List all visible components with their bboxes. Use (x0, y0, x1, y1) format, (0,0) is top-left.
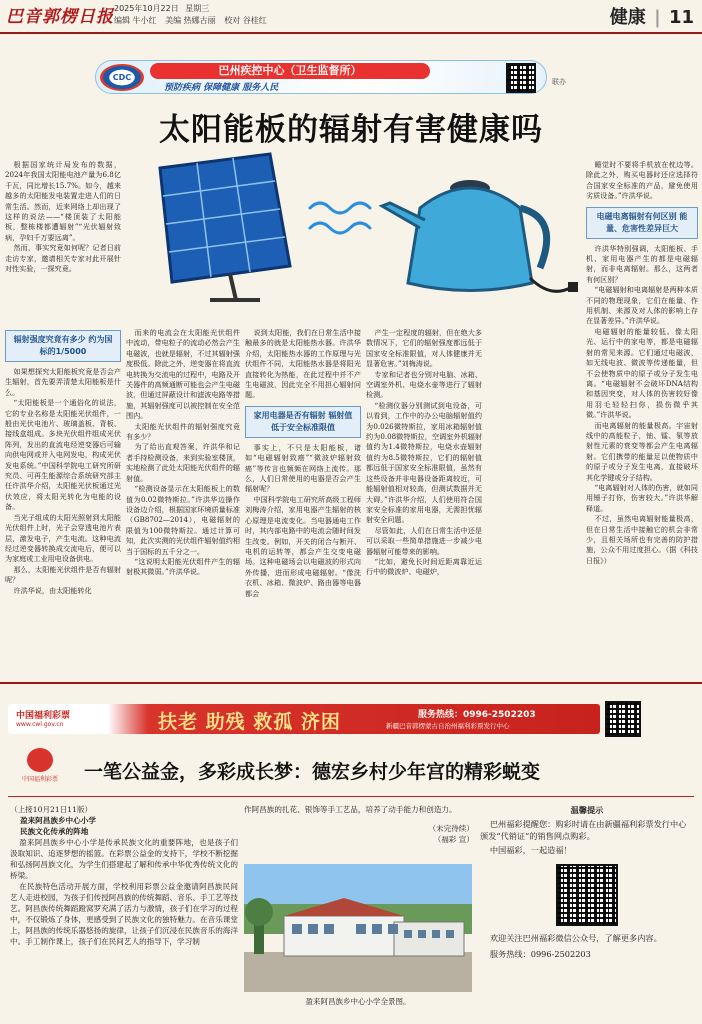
paragraph: 太阳能光伏组件的辐射强度究竟有多少？ (126, 421, 240, 442)
lottery-banner (8, 704, 600, 734)
lottery-address: 新疆巴音郭楞蒙古自治州福利彩票发行中心 (386, 722, 510, 730)
welfare-logo-icon (27, 748, 53, 772)
lottery-slogan: 扶老 助残 救孤 济困 (158, 711, 341, 733)
paragraph: 产生一定程度的辐射，但在绝大多数情况下，它们的辐射强度都远低于国家安全标准限值，对人体健康并无显著危害。”刘梅涛说。 (366, 328, 482, 369)
article2-author: （福彩 宣） (433, 835, 474, 844)
paragraph: “比如，避免长时间近距离靠近运行中的微波炉、电磁炉， (366, 556, 482, 577)
paragraph: 睡觉时不要将手机放在枕边等。除此之外，购买电器时还应选择符合国家安全标准的产品，避免使用劣质设备。”许洪华说。 (586, 160, 698, 201)
headline-lottery-article: 一笔公益金，多彩成长梦：德宏乡村少年宫的精彩蜕变 (84, 761, 541, 783)
paragraph: 然而，事实究竟如何呢？记者日前走访专家，邀请相关专家对此开展针对性实验，一探究竟。 (5, 243, 121, 274)
welfare-logo-block (10, 748, 70, 790)
welfare-logo-caption: 中国福利彩票 (21, 776, 58, 783)
tips-slogan: 中国福彩，一起造福！ (489, 845, 572, 855)
issue-weekday: 星期三 (185, 4, 210, 13)
radiation-wave-icon (310, 203, 370, 233)
subhead-school: 盈来阿昌族乡中心小学 (20, 816, 96, 825)
section-name: 健康 (609, 7, 646, 28)
service-hotline: 服务热线：0996-2502203 (489, 949, 591, 959)
article1-col5 (586, 160, 698, 675)
paragraph: “检测仪器分别测试到电设备，可以看到，工作中的办公电脑辐射值约为0.026微特斯拉，家用冰箱辐射值约为0.08微特斯拉，空调室外机辐射值约为1.4微特斯拉，电烧水壶辐射值约为8.5微特斯拉，它们的辐射值都远低于国家安全标准限值，虽然有这些设备并非电器设备距离较近，可能辐射值相对较高，但测试数据并无大碍。”许洪华介绍，人们使用符合国家安全标准的家用电器，无需担忧辐射安全问题。 (366, 400, 482, 525)
issue-date: 2025年10月22日 (114, 4, 179, 13)
qr-description: 欢迎关注巴州福彩微信公众号，了解更多内容。 (489, 933, 662, 943)
paragraph: 为了给出直观答案，许洪华和记者手持检测设备，来到实验室楼顶，实地检测了此处太阳能光伏组件的辐射值。 (126, 442, 240, 483)
article1-col1-top (5, 160, 121, 324)
article2-col2 (244, 804, 474, 864)
paper-name-logo: 巴音郭楞日报 (6, 7, 114, 27)
article2-col1 (10, 804, 238, 1019)
paragraph: 许洪华特别强调，太阳能板、手机、家用电器产生的都是电磁辐射，而非电离辐射。那么，这两者有何区别？ (586, 243, 698, 284)
article1-col3 (245, 328, 361, 675)
cdc-title-box: 巴州疾控中心（卫生监督所） (150, 63, 430, 79)
proof-credit: 校对 谷桂红 (224, 16, 267, 25)
paragraph: 事实上，不只是太阳能板，诸如“电磁辐射致癌”“微波炉辐射致癌”等传言也频频在网络上流传。那么，人们日常使用的电器是否会产生辐射呢？ (245, 442, 361, 494)
subheading-household-appliances: 家用电器是否有辐射 辐射值低于安全标准限值 (245, 406, 361, 438)
paragraph: 作阿昌族的扎花、银饰等手工艺品，培养了动手能力和创造力。 (244, 805, 457, 814)
paragraph: 如果想探究太阳能板究竟是否会产生辐射，首先要弄清楚太阳能板是什么。 (5, 367, 121, 397)
continued-note: （上接10月21日11版） (10, 805, 93, 814)
cdc-logo: CDC (100, 64, 144, 91)
paragraph: “太阳能板是一个通俗化的说法，它的专业名称是太阳能光伏组件，一般由光伏电池片、玻璃盖板、背板、接线盒组成。多块光伏组件组成光伏阵列，发出的直流电经逆变器后可输向供电网或并入电网发电，构成光伏发电系统。”中国科学院电工研究所研究员、可再生能源综合系统研究部主任许洪华介绍，太阳能光伏板通过光伏效应，将太阳光转化为电能的设备。 (5, 398, 121, 512)
cdc-qr-code (506, 63, 536, 93)
paragraph: 许洪华说，由太阳能转化 (13, 585, 92, 595)
subheading-ionizing-difference: 电磁电离辐射有何区别 能量、危害性差异巨大 (586, 207, 698, 239)
electric-kettle-icon (382, 180, 578, 292)
paragraph: 在民族特色活动开展方面，学校利用彩票公益金邀请阿昌族民间艺人走进校园，为孩子们传授阿昌族的传统舞蹈、音乐、手工艺等技艺。阿昌族传统舞蹈蹬窝罗充满了活力与激情，孩子们在学习的过程中，不仅锻炼了身体，更感受到了民族文化的独特魅力。在音乐课堂上，阿昌族的传统乐器悠扬的旋律，让孩子们沉浸在民族音乐的海洋中。手工制作课上，孩子们在民间艺人的指导下，学习制 (10, 882, 238, 946)
cdc-slogan: 预防疾病 保障健康 服务人民 (164, 83, 279, 93)
designer-credit: 美编 热娜古丽 (165, 16, 216, 25)
paragraph: 中国科学院电工研究所高级工程师刘梅涛介绍，家用电器产生辐射的核心原理是电流变化。当电器通电工作时，其内部电路中的电流会随时间发生改变。例如，开关的闭合与断开、电机的运转等，都会产生交变电磁场。这种电磁场会以电磁波的形式向外传播，进而形成电磁辐射。“像洗衣机、冰箱、微波炉、路由器等电器都会 (245, 494, 361, 598)
masthead: 巴音郭楞日报 2025年10月22日 星期三 编辑 牛小红 美编 热娜古丽 校对 谷桂红 健康 | 11 (0, 0, 702, 34)
headline-solar-radiation: 太阳能板的辐射有害健康吗 (159, 112, 543, 148)
article2-divider (8, 796, 694, 797)
paragraph: 不过，虽然电离辐射能量极高，但在日常生活中接触它的机会非常少，且相关场所也有完善的防护措施，公众不用过度担心。（据《科技日报》） (586, 514, 698, 565)
photo-caption: 盈来阿昌族乡中心小学全景图。 (305, 997, 411, 1006)
paragraph: “电磁辐射和电离辐射是两种本质不同的物理现象，它们在能量、作用机制、来源及对人体的影响上存在显著差异。”许洪华说。 (586, 285, 698, 326)
paragraph: 根据国家统计局发布的数据，2024年我国太阳能电池产量为6.8亿千瓦，同比增长15.7%。如今，越来越多的太阳能发电装置走进人们的日常生活。然而，近来网络上却出现了这样的说法——“楼顶装了太阳能板，整栋楼都遭辐射”“光伏辐射致病，孕妇千万要远离”。 (5, 160, 121, 242)
article1-col1-bottom (5, 325, 121, 675)
tips-title: 温馨提示 (570, 805, 604, 815)
paragraph: 尽管如此，人们在日常生活中还是可以采取一些简单措施进一步减少电器辐射可能带来的影响。 (366, 525, 482, 556)
wechat-qr-code[interactable] (556, 864, 618, 926)
tips-text: 巴州福彩提醒您：购彩时请在由新疆福利彩票发行中心颁发“代销证”的销售网点购彩。 (480, 819, 687, 841)
lottery-hotline: 服务热线：0996-2502203 (418, 710, 536, 720)
paragraph: 电磁辐射的能量较低。像太阳光、运行中的家电等，都是电磁辐射的常见来源。它们通过电磁波，如无线电波、微波等传递能量，但不会使物质中的原子或分子发生电离。“电磁辐射不会破坏DNA结构和基因突变，对人体的伤害较好像用羽毛轻轻扫你，损伤微乎其微。”许洪华说。 (586, 326, 698, 420)
cdc-qr-caption: 联办 (552, 78, 566, 86)
tips-box (480, 804, 694, 1019)
paragraph: “电离辐射对人体的伤害，就如同用锤子打你，伤害较大。”许洪华解释道。 (586, 482, 698, 513)
paragraph: 而电离辐射的能量极高。宇宙射线中的高能粒子，铀、镭、氡等放射性元素的衰变等都会产生电离辐射。它们携带的能量足以使物质中的原子或分子发生电离，直接破坏其化学键或分子结构。 (586, 420, 698, 482)
cdc-banner (95, 60, 547, 94)
paragraph: 当光子组成的太阳光照射到太阳能光伏组件上时，光子会穿透电池片表层，激发电子，产生电流。这种电流经过逆变器转换成交流电后，便可以为家庭或工业用电设备供电。 (5, 512, 121, 564)
article1-col2 (126, 328, 240, 675)
paragraph: 而来的电流会在太阳能光伏组件中流动，带电粒子的流动必然会产生电磁波，也就是辐射，不过其辐射强度极低。除此之外，逆变器在将直流电转换为交流电的过程中，电路及开关器件的高频通断可能也会产生电磁波，但通过屏蔽设计和滤波电路等措施，其辐射强度可以被控制在安全范围内。 (126, 328, 240, 421)
paragraph: 专家和记者也分别对电脑、冰箱、空调室外机、电烧水壶等进行了辐射检测。 (366, 369, 482, 400)
paragraph: “检测设备显示在太阳能板上的数值为0.02微特斯拉。”许洪华边操作设备边介绍，根据国家环境质量标准（GB8702—2014），电磁辐射的限值为100微特斯拉。通过计算可知，此次实测的光伏组件辐射值约相当于国标的五千分之一。 (126, 484, 240, 556)
subhead-culture: 民族文化传承的阵地 (20, 827, 89, 836)
paragraph: 那么，太阳能光伏组件是否有辐射呢？ (5, 564, 121, 585)
paragraph: “这说明太阳能光伏组件产生的辐射极其微弱。”许洪华说。 (126, 556, 240, 577)
article-divider (0, 682, 702, 684)
subheading-radiation-strength: 辐射强度究竟有多少 约为国标的1/5000 (5, 330, 121, 362)
page-number: 11 (668, 7, 694, 28)
lottery-logo: 中国福利彩票 (16, 711, 71, 721)
paragraph: 说到太阳能，我们在日常生活中接触最多的就是太阳能热水器。许洪华介绍，太阳能热水器的工作原理与光伏组件不同，太阳能热水器是将阳光直接转化为热能，在此过程中并不产生电磁波，因此完全不用担心辐射问题。 (245, 328, 361, 400)
editor-credit: 编辑 牛小红 (114, 16, 157, 25)
paragraph: 盈来阿昌族乡中心小学是传承民族文化的重要阵地，也是孩子们汲取知识、追逐梦想的摇篮。在彩票公益金的支持下，学校不断挖掘和弘扬阿昌族文化，为学生们搭建起了解和传承中华优秀传统文化的桥梁。 (10, 838, 238, 880)
lottery-url: www.cwl.gov.cn (16, 721, 64, 728)
school-photo (244, 864, 472, 992)
to-be-continued: （未完待续） (428, 824, 474, 833)
illustration-panel (120, 148, 580, 308)
solar-panel-icon (160, 154, 290, 300)
lottery-banner-qr-code (605, 701, 641, 737)
article1-col4 (366, 328, 482, 675)
